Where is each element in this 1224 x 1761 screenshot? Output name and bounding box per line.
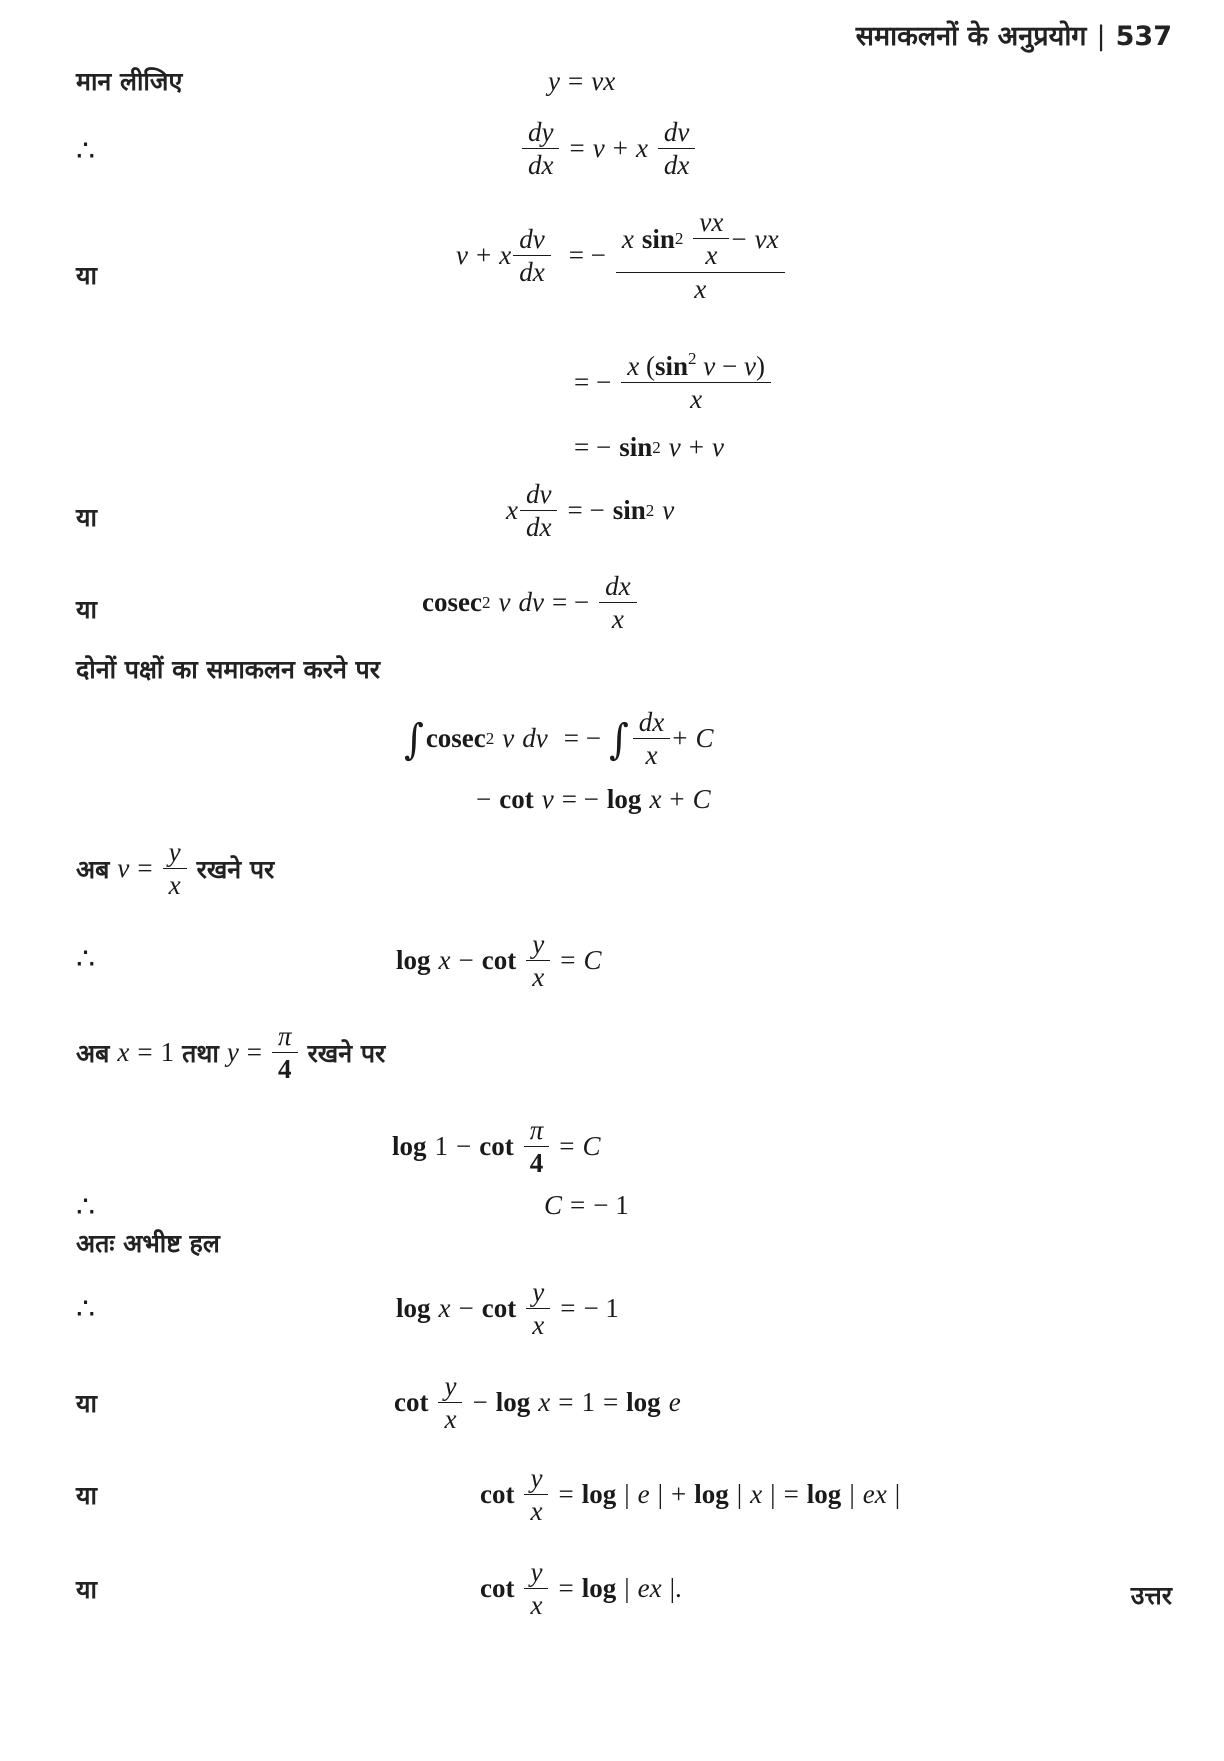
- var-v: v: [592, 133, 605, 164]
- therefore-symbol: ∴: [76, 1292, 96, 1327]
- var-dv: dv: [518, 587, 544, 618]
- minus: −: [731, 223, 747, 254]
- equation-15: [544, 1190, 629, 1221]
- abs-bar: |: [736, 1479, 743, 1510]
- denominator: x: [633, 738, 670, 769]
- constant-C: C: [544, 1190, 563, 1220]
- var-v: v: [668, 432, 681, 462]
- equals: =: [137, 1037, 153, 1068]
- numerator: dv: [519, 223, 545, 254]
- numerator: y: [168, 837, 181, 867]
- denominator: x: [616, 272, 785, 303]
- fraction-vx-x: [696, 208, 726, 270]
- fraction-pi-4: [527, 1116, 547, 1178]
- cot: cot: [480, 1479, 515, 1510]
- label-let: मान लीजिए: [76, 67, 183, 96]
- label-or: या: [76, 1575, 97, 1604]
- equals: =: [783, 1479, 799, 1510]
- minus: −: [472, 1387, 488, 1418]
- cot: cot: [499, 784, 534, 814]
- fraction-y-x: [441, 1372, 459, 1434]
- numerator: vx: [699, 207, 724, 237]
- equals: =: [567, 66, 584, 96]
- log: log: [626, 1387, 661, 1418]
- plus: +: [669, 784, 685, 814]
- log: log: [495, 1387, 531, 1418]
- fraction-y-x: [527, 1464, 545, 1526]
- var-y: y: [548, 66, 560, 96]
- numerator: π: [278, 1021, 292, 1051]
- fraction-dx-x: [636, 708, 667, 770]
- abs-bar: |: [624, 1479, 630, 1510]
- log: log: [581, 1573, 617, 1604]
- var-ex: ex: [637, 1573, 662, 1604]
- minus: −: [458, 1293, 474, 1324]
- numerator: y: [532, 1277, 545, 1307]
- constant-C: C: [695, 723, 714, 754]
- denominator: dx: [522, 148, 559, 179]
- equation-9: ∫ cosec 2 v dv = − ∫ $\frac{dx}{x}$ + C: [404, 707, 714, 771]
- var-x: x: [635, 133, 648, 164]
- abs-bar: |: [849, 1479, 855, 1510]
- equation-4: [574, 349, 773, 415]
- denominator: x: [693, 238, 729, 269]
- exponent-2: 2: [687, 349, 697, 368]
- var-x: x: [627, 351, 640, 381]
- denominator: dx: [513, 255, 550, 286]
- fraction-dv-dx: [516, 225, 547, 287]
- var-x: x: [438, 1293, 451, 1324]
- equation-14: [392, 1116, 601, 1178]
- log: log: [581, 1479, 617, 1510]
- equals: =: [558, 1573, 574, 1604]
- fraction-dy-dx: [525, 118, 556, 180]
- fraction-big: [619, 208, 782, 303]
- equation-20-final: [480, 1558, 682, 1620]
- equation-2: [520, 118, 697, 180]
- var-x: x: [117, 1037, 130, 1068]
- equals-minus: = −: [568, 240, 606, 271]
- log: log: [606, 784, 642, 814]
- log: log: [396, 1293, 431, 1324]
- minus: −: [721, 351, 738, 381]
- equals: =: [570, 1190, 586, 1220]
- var-dv: dv: [522, 723, 548, 754]
- label-or: या: [76, 261, 97, 290]
- fraction-y-x: [529, 1278, 547, 1340]
- sin: sin: [612, 495, 646, 526]
- substitution-v: [76, 838, 274, 900]
- therefore-symbol: ∴: [76, 1190, 96, 1225]
- cot: cot: [394, 1387, 429, 1418]
- equals: =: [137, 853, 153, 884]
- constant-C: C: [692, 784, 711, 814]
- var-x: x: [438, 945, 451, 976]
- equals: =: [560, 1293, 576, 1324]
- cosec: cosec: [422, 587, 482, 618]
- log: log: [806, 1479, 842, 1510]
- var-v: v: [541, 784, 554, 814]
- fraction-dv-dx: [523, 480, 554, 542]
- period: .: [675, 1573, 682, 1604]
- number-minus-1: − 1: [593, 1190, 629, 1220]
- var-x: x: [499, 240, 512, 271]
- numerator: y: [530, 1463, 543, 1493]
- equals: =: [558, 1479, 574, 1510]
- denominator: dx: [658, 148, 695, 179]
- equation-1: [548, 66, 615, 97]
- plus: +: [672, 723, 688, 754]
- equation-17: [396, 1278, 619, 1340]
- number-1: 1: [434, 1131, 449, 1162]
- cot: cot: [479, 1131, 514, 1162]
- page-number: 537: [1115, 21, 1172, 52]
- number-1: 1: [160, 1037, 175, 1068]
- equation-10: [476, 784, 711, 815]
- equals: =: [602, 1387, 619, 1418]
- var-x: x: [621, 223, 634, 254]
- numerator: π: [529, 1115, 544, 1145]
- numerator: dy: [528, 117, 554, 147]
- numerator: dx: [638, 707, 665, 737]
- equals-minus: = −: [574, 367, 612, 398]
- var-v: v: [117, 853, 130, 884]
- label-or: या: [76, 595, 97, 624]
- equation-5: = − sin 2 v + v: [574, 432, 724, 462]
- cot: cot: [481, 945, 517, 976]
- denominator: dx: [520, 510, 557, 541]
- var-ex: ex: [862, 1479, 887, 1510]
- fraction-dx-x: [602, 572, 633, 634]
- plus: +: [475, 240, 492, 271]
- var-e: e: [637, 1479, 650, 1510]
- chapter-title: समाकलनों के अनुप्रयोग: [855, 21, 1087, 52]
- paren: (: [645, 351, 655, 381]
- equation-3: [456, 208, 787, 303]
- abs-bar: |: [669, 1573, 675, 1604]
- label-now: अब: [76, 1038, 110, 1068]
- var-x: x: [649, 784, 662, 814]
- equals: =: [559, 1131, 575, 1162]
- number-minus-1: − 1: [583, 1293, 619, 1324]
- log: log: [694, 1479, 729, 1510]
- var-v: v: [662, 495, 675, 526]
- plus: +: [688, 432, 704, 462]
- therefore-symbol: ∴: [76, 942, 96, 977]
- denominator: x: [524, 1494, 548, 1525]
- var-v: v: [502, 723, 515, 754]
- fraction-y-x: [529, 930, 547, 992]
- cot: cot: [481, 1293, 517, 1324]
- plus: +: [671, 1479, 687, 1510]
- var-x: x: [750, 1479, 763, 1510]
- minus: −: [458, 945, 474, 976]
- var-vx: vx: [591, 66, 616, 96]
- equals: =: [560, 945, 576, 976]
- paren: ): [755, 351, 765, 381]
- denominator: 4: [524, 1146, 550, 1177]
- number-1: 1: [581, 1387, 595, 1418]
- numerator: y: [444, 1371, 457, 1401]
- equals-minus: = −: [567, 495, 605, 526]
- label-or: या: [76, 1481, 97, 1510]
- page-header: [856, 16, 1172, 53]
- var-e: e: [668, 1387, 681, 1418]
- var-vx: vx: [754, 223, 779, 254]
- denominator: x: [621, 382, 771, 413]
- var-x: x: [506, 495, 518, 526]
- label-and: तथा: [182, 1038, 219, 1068]
- denominator: x: [526, 960, 550, 991]
- denominator: x: [438, 1402, 462, 1433]
- abs-bar: |: [894, 1479, 901, 1510]
- equals: =: [246, 1037, 263, 1068]
- equation-18: [394, 1372, 681, 1434]
- numerator: [624, 349, 768, 382]
- equation-6: x $\frac{dv}{dx}$ = − sin 2 v: [506, 479, 675, 543]
- equals: =: [558, 1387, 574, 1418]
- log: log: [392, 1131, 427, 1162]
- label-substituting: रखने पर: [307, 1038, 386, 1068]
- var-y: y: [226, 1037, 239, 1068]
- equation-12: [396, 930, 601, 992]
- abs-bar: |: [770, 1479, 776, 1510]
- label-required-solution: अतः अभीष्ट हल: [76, 1229, 220, 1258]
- label-now: अब: [76, 854, 110, 884]
- answer-label: उत्तर: [1130, 1581, 1172, 1610]
- equals: =: [569, 133, 585, 164]
- integral-sign: ∫: [404, 714, 424, 764]
- fraction-y-x: [166, 838, 184, 900]
- denominator: x: [163, 868, 187, 899]
- fraction-pi-4: [275, 1022, 295, 1084]
- denominator: x: [599, 602, 636, 633]
- var-v: v: [703, 351, 716, 381]
- fraction-dv-dx: [661, 118, 692, 180]
- equation-7: cosec 2 v dv = − $\frac{dx}{x}$: [422, 572, 639, 634]
- denominator: 4: [272, 1052, 298, 1083]
- abs-bar: |: [624, 1573, 630, 1604]
- equals-minus: = −: [563, 723, 601, 754]
- var-x: x: [538, 1387, 551, 1418]
- log: log: [396, 945, 431, 976]
- numerator: dv: [525, 479, 552, 509]
- therefore-symbol: ∴: [76, 134, 96, 169]
- numerator: dx: [605, 571, 631, 601]
- sin: sin: [654, 351, 688, 381]
- equals-minus: = −: [551, 587, 590, 618]
- substitution-initial-condition: [76, 1022, 385, 1084]
- cosec: cosec: [425, 723, 486, 754]
- var-v: v: [743, 351, 756, 381]
- minus: −: [456, 1131, 472, 1162]
- label-or: या: [76, 503, 97, 532]
- equals-minus: = −: [574, 432, 612, 462]
- var-v: v: [711, 432, 724, 462]
- numerator: dv: [663, 117, 690, 147]
- var-v: v: [498, 587, 511, 618]
- denominator: x: [524, 1588, 548, 1619]
- denominator: x: [526, 1308, 550, 1339]
- label-or: या: [76, 1389, 97, 1418]
- cot: cot: [480, 1573, 515, 1604]
- numerator: x sin 2 $\frac{vx}{x}$ − vx: [621, 207, 779, 271]
- sin: sin: [619, 432, 653, 462]
- fraction: [624, 349, 768, 415]
- abs-bar: |: [657, 1479, 664, 1510]
- numerator: y: [532, 929, 545, 959]
- var-v: v: [456, 240, 468, 271]
- header-separator: |: [1096, 21, 1106, 52]
- equals-minus: = −: [561, 784, 599, 814]
- fraction-y-x: [527, 1558, 545, 1620]
- sin: sin: [641, 223, 675, 254]
- minus: −: [476, 784, 492, 814]
- equation-19: [480, 1464, 900, 1526]
- constant-C: C: [583, 945, 602, 976]
- label-substituting: रखने पर: [196, 854, 275, 884]
- integral-sign: ∫: [608, 714, 629, 764]
- plus: +: [612, 133, 628, 164]
- constant-C: C: [582, 1131, 601, 1162]
- label-integrate-both-sides: दोनों पक्षों का समाकलन करने पर: [76, 655, 380, 684]
- numerator: y: [530, 1557, 543, 1587]
